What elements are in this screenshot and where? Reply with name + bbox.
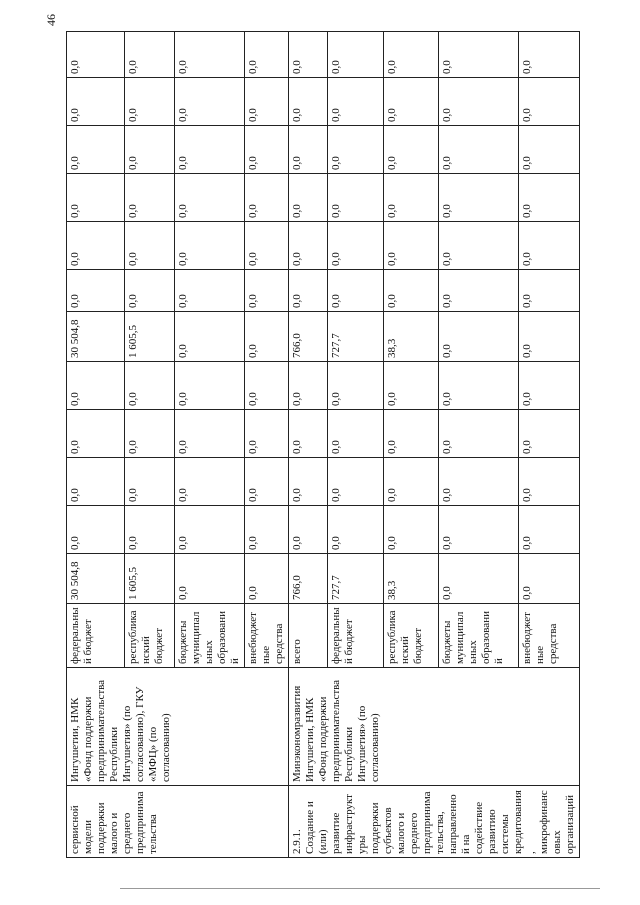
value-cell: 0,0 [289,78,328,126]
measure-name-cell: 2.9.1. Создание и (или) развитие инфраструктуры поддержки субъектов малого и среднего предпринимательства, направленной на содействие развитию системы кредитования, микрофинансовых организаций [289,786,580,858]
value-cell: 0,0 [384,270,439,312]
funding-source-cell: бюджеты муниципальных образований [175,604,245,668]
value-cell: 0,0 [518,174,579,222]
value-cell: 0,0 [327,78,384,126]
value-cell: 0,0 [67,222,125,270]
value-cell: 0,0 [245,458,289,506]
value-cell: 0,0 [245,410,289,458]
measure-name-cell: сервисной модели поддержки малого и среднего предпринимательства [67,786,289,858]
value-cell: 0,0 [245,78,289,126]
value-cell: 0,0 [384,410,439,458]
value-cell: 30 504,8 [67,554,125,604]
value-cell: 0,0 [289,410,328,458]
value-cell: 0,0 [327,222,384,270]
value-cell: 0,0 [518,78,579,126]
value-cell: 0,0 [384,362,439,410]
value-cell: 0,0 [175,174,245,222]
value-cell: 0,0 [439,410,519,458]
funding-source-cell: республиканский бюджет [125,604,175,668]
value-cell: 0,0 [327,174,384,222]
value-cell: 0,0 [439,32,519,78]
value-cell: 30 504,8 [67,312,125,362]
value-cell: 0,0 [439,126,519,174]
executor-cell: Минэкономразвития Ингушетии, НМК «Фонд поддержки предпринимательства Республики Ингушетия» (по согласованию) [289,668,580,786]
value-cell: 0,0 [384,506,439,554]
value-cell: 0,0 [289,458,328,506]
value-cell: 0,0 [518,554,579,604]
value-cell: 0,0 [327,458,384,506]
rotated-table-container [40,14,602,858]
value-cell: 0,0 [175,270,245,312]
value-cell: 0,0 [245,126,289,174]
funding-source-cell: внебюджетные средства [518,604,579,668]
value-cell: 0,0 [175,32,245,78]
funding-source-cell: республиканский бюджет [384,604,439,668]
value-cell: 0,0 [439,222,519,270]
value-cell: 0,0 [518,222,579,270]
page-number: 46 [44,14,58,26]
value-cell: 0,0 [67,78,125,126]
value-cell: 0,0 [384,222,439,270]
value-cell: 0,0 [327,506,384,554]
value-cell: 0,0 [175,222,245,270]
value-cell: 0,0 [125,32,175,78]
funding-source-cell: всего [289,604,328,668]
value-cell: 727,7 [327,554,384,604]
value-cell: 0,0 [439,174,519,222]
value-cell: 0,0 [67,270,125,312]
value-cell: 0,0 [245,312,289,362]
value-cell: 0,0 [384,174,439,222]
budget-table-body [67,32,580,858]
value-cell: 0,0 [67,362,125,410]
value-cell: 0,0 [518,362,579,410]
value-cell: 0,0 [245,554,289,604]
funding-source-cell: бюджеты муниципальных образований [439,604,519,668]
value-cell: 0,0 [439,362,519,410]
value-cell: 0,0 [125,410,175,458]
value-cell: 0,0 [439,270,519,312]
value-cell: 0,0 [245,222,289,270]
value-cell: 0,0 [125,458,175,506]
value-cell: 0,0 [67,126,125,174]
value-cell: 0,0 [175,362,245,410]
value-cell: 0,0 [289,32,328,78]
value-cell: 0,0 [439,78,519,126]
value-cell: 0,0 [125,270,175,312]
value-cell: 0,0 [518,126,579,174]
value-cell: 0,0 [175,554,245,604]
value-cell: 0,0 [289,362,328,410]
value-cell: 0,0 [245,506,289,554]
funding-source-cell: федеральный бюджет [327,604,384,668]
value-cell: 0,0 [327,32,384,78]
value-cell: 0,0 [439,312,519,362]
value-cell: 0,0 [245,362,289,410]
scan-artifact-line [120,888,600,889]
value-cell: 0,0 [125,126,175,174]
value-cell: 766,0 [289,554,328,604]
value-cell: 0,0 [125,506,175,554]
value-cell: 0,0 [125,174,175,222]
value-cell: 766,0 [289,312,328,362]
value-cell: 0,0 [67,506,125,554]
value-cell: 0,0 [327,270,384,312]
executor-cell: Ингушетии, НМК «Фонд поддержки предпринимательства Республики Ингушетия» (по согласованию), ГКУ «МФЦ» (по согласованию) [67,668,289,786]
value-cell: 38,3 [384,312,439,362]
value-cell: 0,0 [67,410,125,458]
funding-source-cell: внебюджетные средства [245,604,289,668]
value-cell: 0,0 [327,410,384,458]
value-cell: 727,7 [327,312,384,362]
value-cell: 0,0 [439,554,519,604]
value-cell: 0,0 [384,32,439,78]
value-cell: 0,0 [518,506,579,554]
value-cell: 0,0 [384,458,439,506]
value-cell: 0,0 [518,32,579,78]
table-row [67,32,125,858]
value-cell: 0,0 [327,362,384,410]
value-cell: 0,0 [67,174,125,222]
value-cell: 0,0 [289,174,328,222]
value-cell: 0,0 [384,126,439,174]
value-cell: 0,0 [67,32,125,78]
value-cell: 0,0 [289,222,328,270]
value-cell: 0,0 [67,458,125,506]
value-cell: 0,0 [175,458,245,506]
value-cell: 0,0 [518,458,579,506]
value-cell: 0,0 [439,458,519,506]
value-cell: 0,0 [175,126,245,174]
value-cell: 38,3 [384,554,439,604]
value-cell: 0,0 [289,270,328,312]
value-cell: 0,0 [125,362,175,410]
value-cell: 0,0 [175,506,245,554]
value-cell: 0,0 [518,270,579,312]
value-cell: 0,0 [175,78,245,126]
value-cell: 0,0 [125,78,175,126]
value-cell: 0,0 [175,410,245,458]
value-cell: 0,0 [245,270,289,312]
value-cell: 1 605,5 [125,554,175,604]
value-cell: 0,0 [439,506,519,554]
value-cell: 0,0 [175,312,245,362]
table-row [289,32,328,858]
value-cell: 0,0 [289,126,328,174]
value-cell: 0,0 [289,506,328,554]
funding-source-cell: федеральный бюджет [67,604,125,668]
value-cell: 0,0 [245,32,289,78]
value-cell: 0,0 [384,78,439,126]
value-cell: 0,0 [518,312,579,362]
value-cell: 0,0 [327,126,384,174]
value-cell: 0,0 [518,410,579,458]
value-cell: 0,0 [125,222,175,270]
value-cell: 0,0 [245,174,289,222]
value-cell: 1 605,5 [125,312,175,362]
budget-table [66,31,580,858]
